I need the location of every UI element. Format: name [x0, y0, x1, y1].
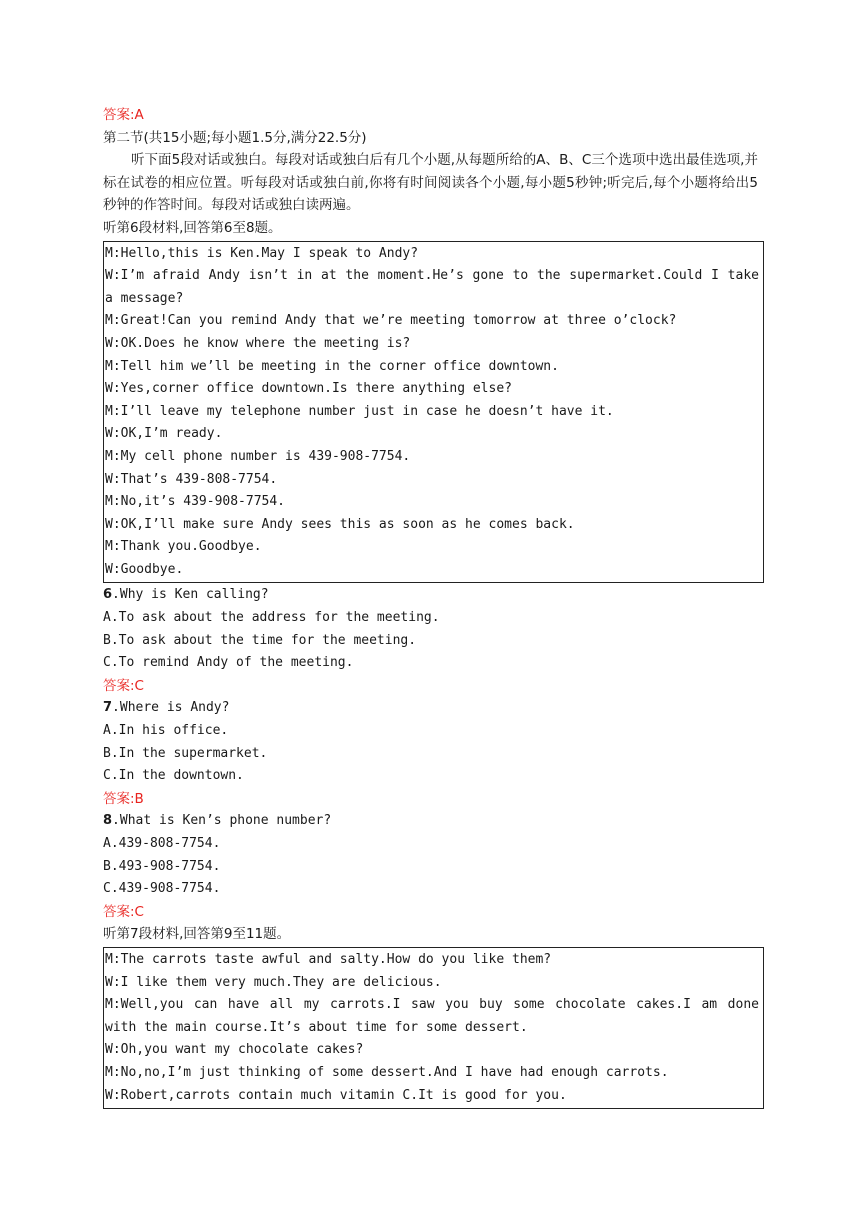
question-6	[103, 584, 763, 607]
dialogue-line: W:Yes,corner office downtown.Is there anything else?	[105, 381, 512, 397]
question-8	[103, 810, 763, 833]
answer-8: 答案:C	[103, 903, 144, 920]
dialogue-line: M:Great!Can you remind Andy that we’re meeting tomorrow at three o’clock?	[105, 313, 677, 329]
option-a: A.In his office.	[103, 723, 229, 739]
dialogue-line: M:No,no,I’m just thinking of some dessert.And I have had enough carrots.	[105, 1064, 669, 1080]
question-number: 8	[103, 813, 113, 829]
dialogue-line: W:I like them very much.They are delicious.	[105, 974, 442, 990]
dialogue-line: W:Robert,carrots contain much vitamin C.It is good for you.	[105, 1087, 567, 1103]
dialogue-7-box	[103, 947, 764, 1109]
option-c: C.439-908-7754.	[103, 881, 221, 897]
option-b: B.In the supermarket.	[103, 745, 268, 761]
section-instructions: 听下面5段对话或独白。每段对话或独白后有几个小题,从每题所给的A、B、C三个选项中选出最佳选项,并标在试卷的相应位置。听每段对话或独白前,你将有时间阅读各个小题,每小题5秒钟;听完后,每个小题将给出5秒钟的作答时间。每段对话或独白读两遍。	[103, 152, 758, 214]
section-title: 第二节(共15小题;每小题1.5分,满分22.5分)	[103, 129, 367, 146]
option-a: A.439-808-7754.	[103, 836, 221, 851]
dialogue-6-box	[103, 241, 764, 584]
dialogue-line: M:My cell phone number is 439-908-7754.	[105, 448, 411, 464]
dialogue-line: W:OK,I’m ready.	[105, 426, 223, 442]
dialogue-line: M:No,it’s 439-908-7754.	[105, 494, 286, 510]
dialogue-line: M:Well,you can have all my carrots.I saw you buy some chocolate cakes.I am done with the main course.It’s about time for some dessert.	[105, 997, 759, 1035]
dialogue-line: M:Thank you.Goodbye.	[105, 539, 262, 555]
option-b: B.493-908-7754.	[103, 858, 221, 874]
dialogue-line: W:Goodbye.	[105, 561, 184, 577]
answer-6: 答案:C	[103, 677, 144, 694]
option-a: A.To ask about the address for the meeting.	[103, 610, 440, 626]
dialogue-line: M:The carrots taste awful and salty.How do you like them?	[105, 951, 552, 967]
option-c: C.In the downtown.	[103, 768, 244, 784]
dialogue-line: W:Oh,you want my chocolate cakes?	[105, 1042, 364, 1058]
dialogue-line: M:Tell him we’ll be meeting in the corner office downtown.	[105, 358, 559, 374]
dialogue-line: W:OK.Does he know where the meeting is?	[105, 335, 411, 351]
passage-6-intro: 听第6段材料,回答第6至8题。	[103, 219, 282, 236]
dialogue-line: W:OK,I’ll make sure Andy sees this as soon as he comes back.	[105, 516, 575, 532]
question-text: .Why is Ken calling?	[112, 587, 269, 603]
question-7	[103, 697, 763, 720]
question-number: 7	[103, 700, 113, 716]
question-text: .What is Ken’s phone number?	[112, 813, 332, 829]
answer-7: 答案:B	[103, 790, 144, 807]
option-b: B.To ask about the time for the meeting.	[103, 632, 417, 648]
dialogue-line: M:I’ll leave my telephone number just in case he doesn’t have it.	[105, 403, 614, 419]
question-number: 6	[103, 587, 113, 603]
dialogue-line: W:I’m afraid Andy isn’t in at the moment.He’s gone to the supermarket.Could I take a message?	[105, 268, 759, 306]
dialogue-line: M:Hello,this is Ken.May I speak to Andy?	[105, 245, 419, 261]
option-c: C.To remind Andy of the meeting.	[103, 655, 354, 671]
exam-page	[103, 104, 763, 1110]
answer-previous: 答案:A	[103, 107, 144, 123]
passage-7-intro: 听第7段材料,回答第9至11题。	[103, 926, 291, 943]
question-text: .Where is Andy?	[112, 700, 230, 716]
dialogue-line: W:That’s 439-808-7754.	[105, 471, 278, 487]
